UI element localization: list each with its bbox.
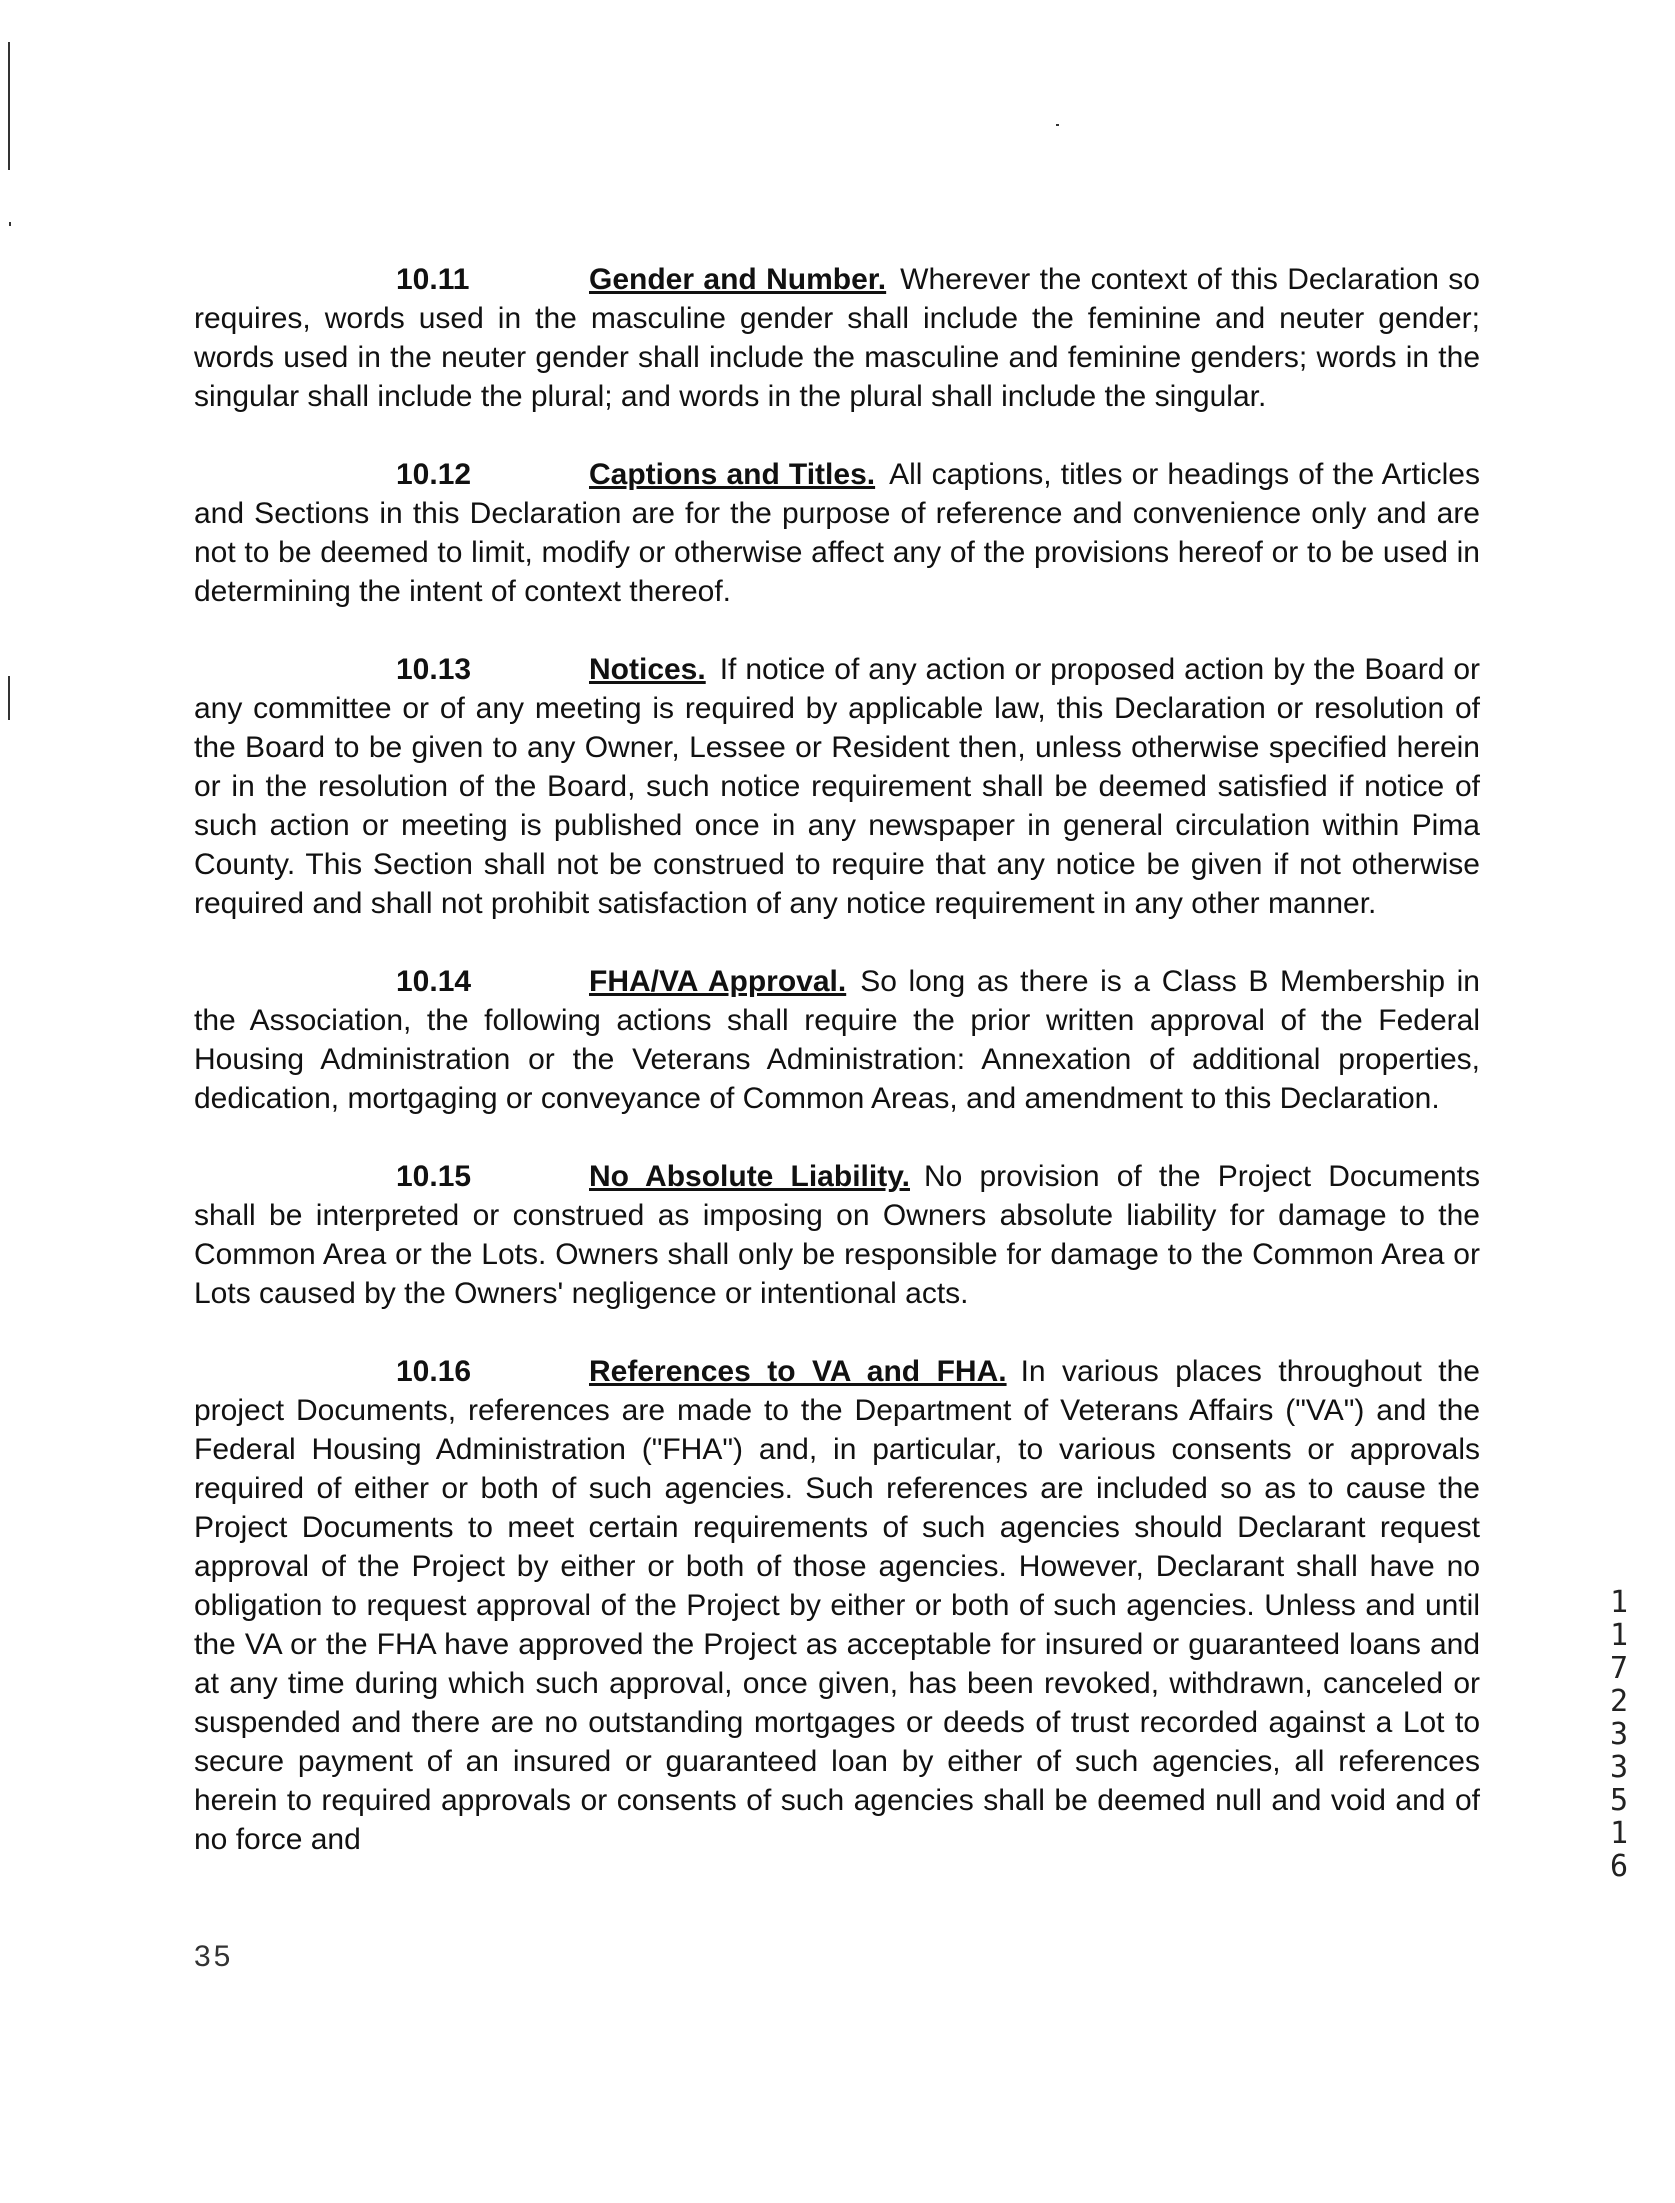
section-title: References to VA and FHA. <box>589 1355 1007 1388</box>
section-text: All captions, titles or headings of the Articles and Sections in this Declaration are for the purpose of reference and convenience only and are not to be deemed to limit, modify or otherwise affect any of the provisions hereof or to be used in determining the intent of context thereof. <box>194 458 1480 608</box>
section-number: 10.11 <box>396 263 470 296</box>
section-10-13 <box>194 650 1480 923</box>
section-10-15 <box>194 1157 1480 1313</box>
section-number: 10.12 <box>396 458 472 491</box>
section-number: 10.13 <box>396 653 472 686</box>
section-number: 10.16 <box>396 1355 472 1388</box>
scan-edge-mark <box>8 676 10 720</box>
section-number: 10.15 <box>396 1160 472 1193</box>
section-10-16 <box>194 1352 1480 1859</box>
scan-edge-mark <box>9 222 11 226</box>
section-title: Captions and Titles. <box>589 458 876 491</box>
section-title: No Absolute Liability. <box>589 1160 910 1193</box>
document-body <box>194 230 1480 1898</box>
section-text: In various places throughout the project Documents, references are made to the Department of Veterans Affairs ("VA") and the Federal Housing Administration ("FHA") and, in particular, to various consents or approvals required of either or both of such agencies. Such references are included so as to cause the Project Documents to meet certain requirements of such agencies should Declarant request approval of the Project by either or both of those agencies. However, Declarant shall have no obligation to request approval of the Project by either or both of such agencies. Unless and until the VA or the FHA have approved the Project as acceptable for insured or guaranteed loans and at any time during which such approval, once given, has been revoked, withdrawn, canceled or suspended and there are no outstanding mortgages or deeds of trust recorded against a Lot to secure payment of an insured or guaranteed loan by either of such agencies, all references herein to required approvals or consents of such agencies shall be deemed null and void and of no force and <box>194 1355 1480 1856</box>
section-10-11 <box>194 260 1480 416</box>
section-text: If notice of any action or proposed action by the Board or any committee or of any meeting is required by applicable law, this Declaration or resolution of the Board to be given to any Owner, Lessee or Resident then, unless otherwise specified herein or in the resolution of the Board, such notice requirement shall be deemed satisfied if notice of such action or meeting is published once in any newspaper in general circulation within Pima County. This Section shall not be construed to require that any notice be given if not otherwise required and shall not prohibit satisfaction of any notice requirement in any other manner. <box>194 653 1480 920</box>
section-text: No provision of the Project Documents shall be interpreted or construed as imposing on Owners absolute liability for damage to the Common Area or the Lots. Owners shall only be responsible for damage to the Common Area or Lots caused by the Owners' negligence or intentional acts. <box>194 1160 1480 1310</box>
section-title: FHA/VA Approval. <box>589 965 847 998</box>
section-text: Wherever the context of this Declaration so requires, words used in the masculine gender shall include the feminine and neuter gender; words used in the neuter gender shall include the masculine and feminine genders; words in the singular shall include the plural; and words in the plural shall include the singular. <box>194 263 1480 413</box>
section-title: Notices. <box>589 653 706 686</box>
section-number: 10.14 <box>396 965 472 998</box>
section-10-14 <box>194 962 1480 1118</box>
section-10-12 <box>194 455 1480 611</box>
section-title: Gender and Number. <box>589 263 887 296</box>
page-number: 35 <box>194 1940 234 1973</box>
scan-speck <box>1056 124 1059 126</box>
recording-number: 11723 3516 <box>1609 1585 1629 1884</box>
scan-edge-mark <box>8 42 10 170</box>
section-text: So long as there is a Class B Membership in the Association, the following actions shall require the prior written approval of the Federal Housing Administration or the Veterans Administration: Annexation of additional properties, dedication, mortgaging or conveyance of Common Areas, and amendment to this Declaration. <box>194 965 1480 1115</box>
